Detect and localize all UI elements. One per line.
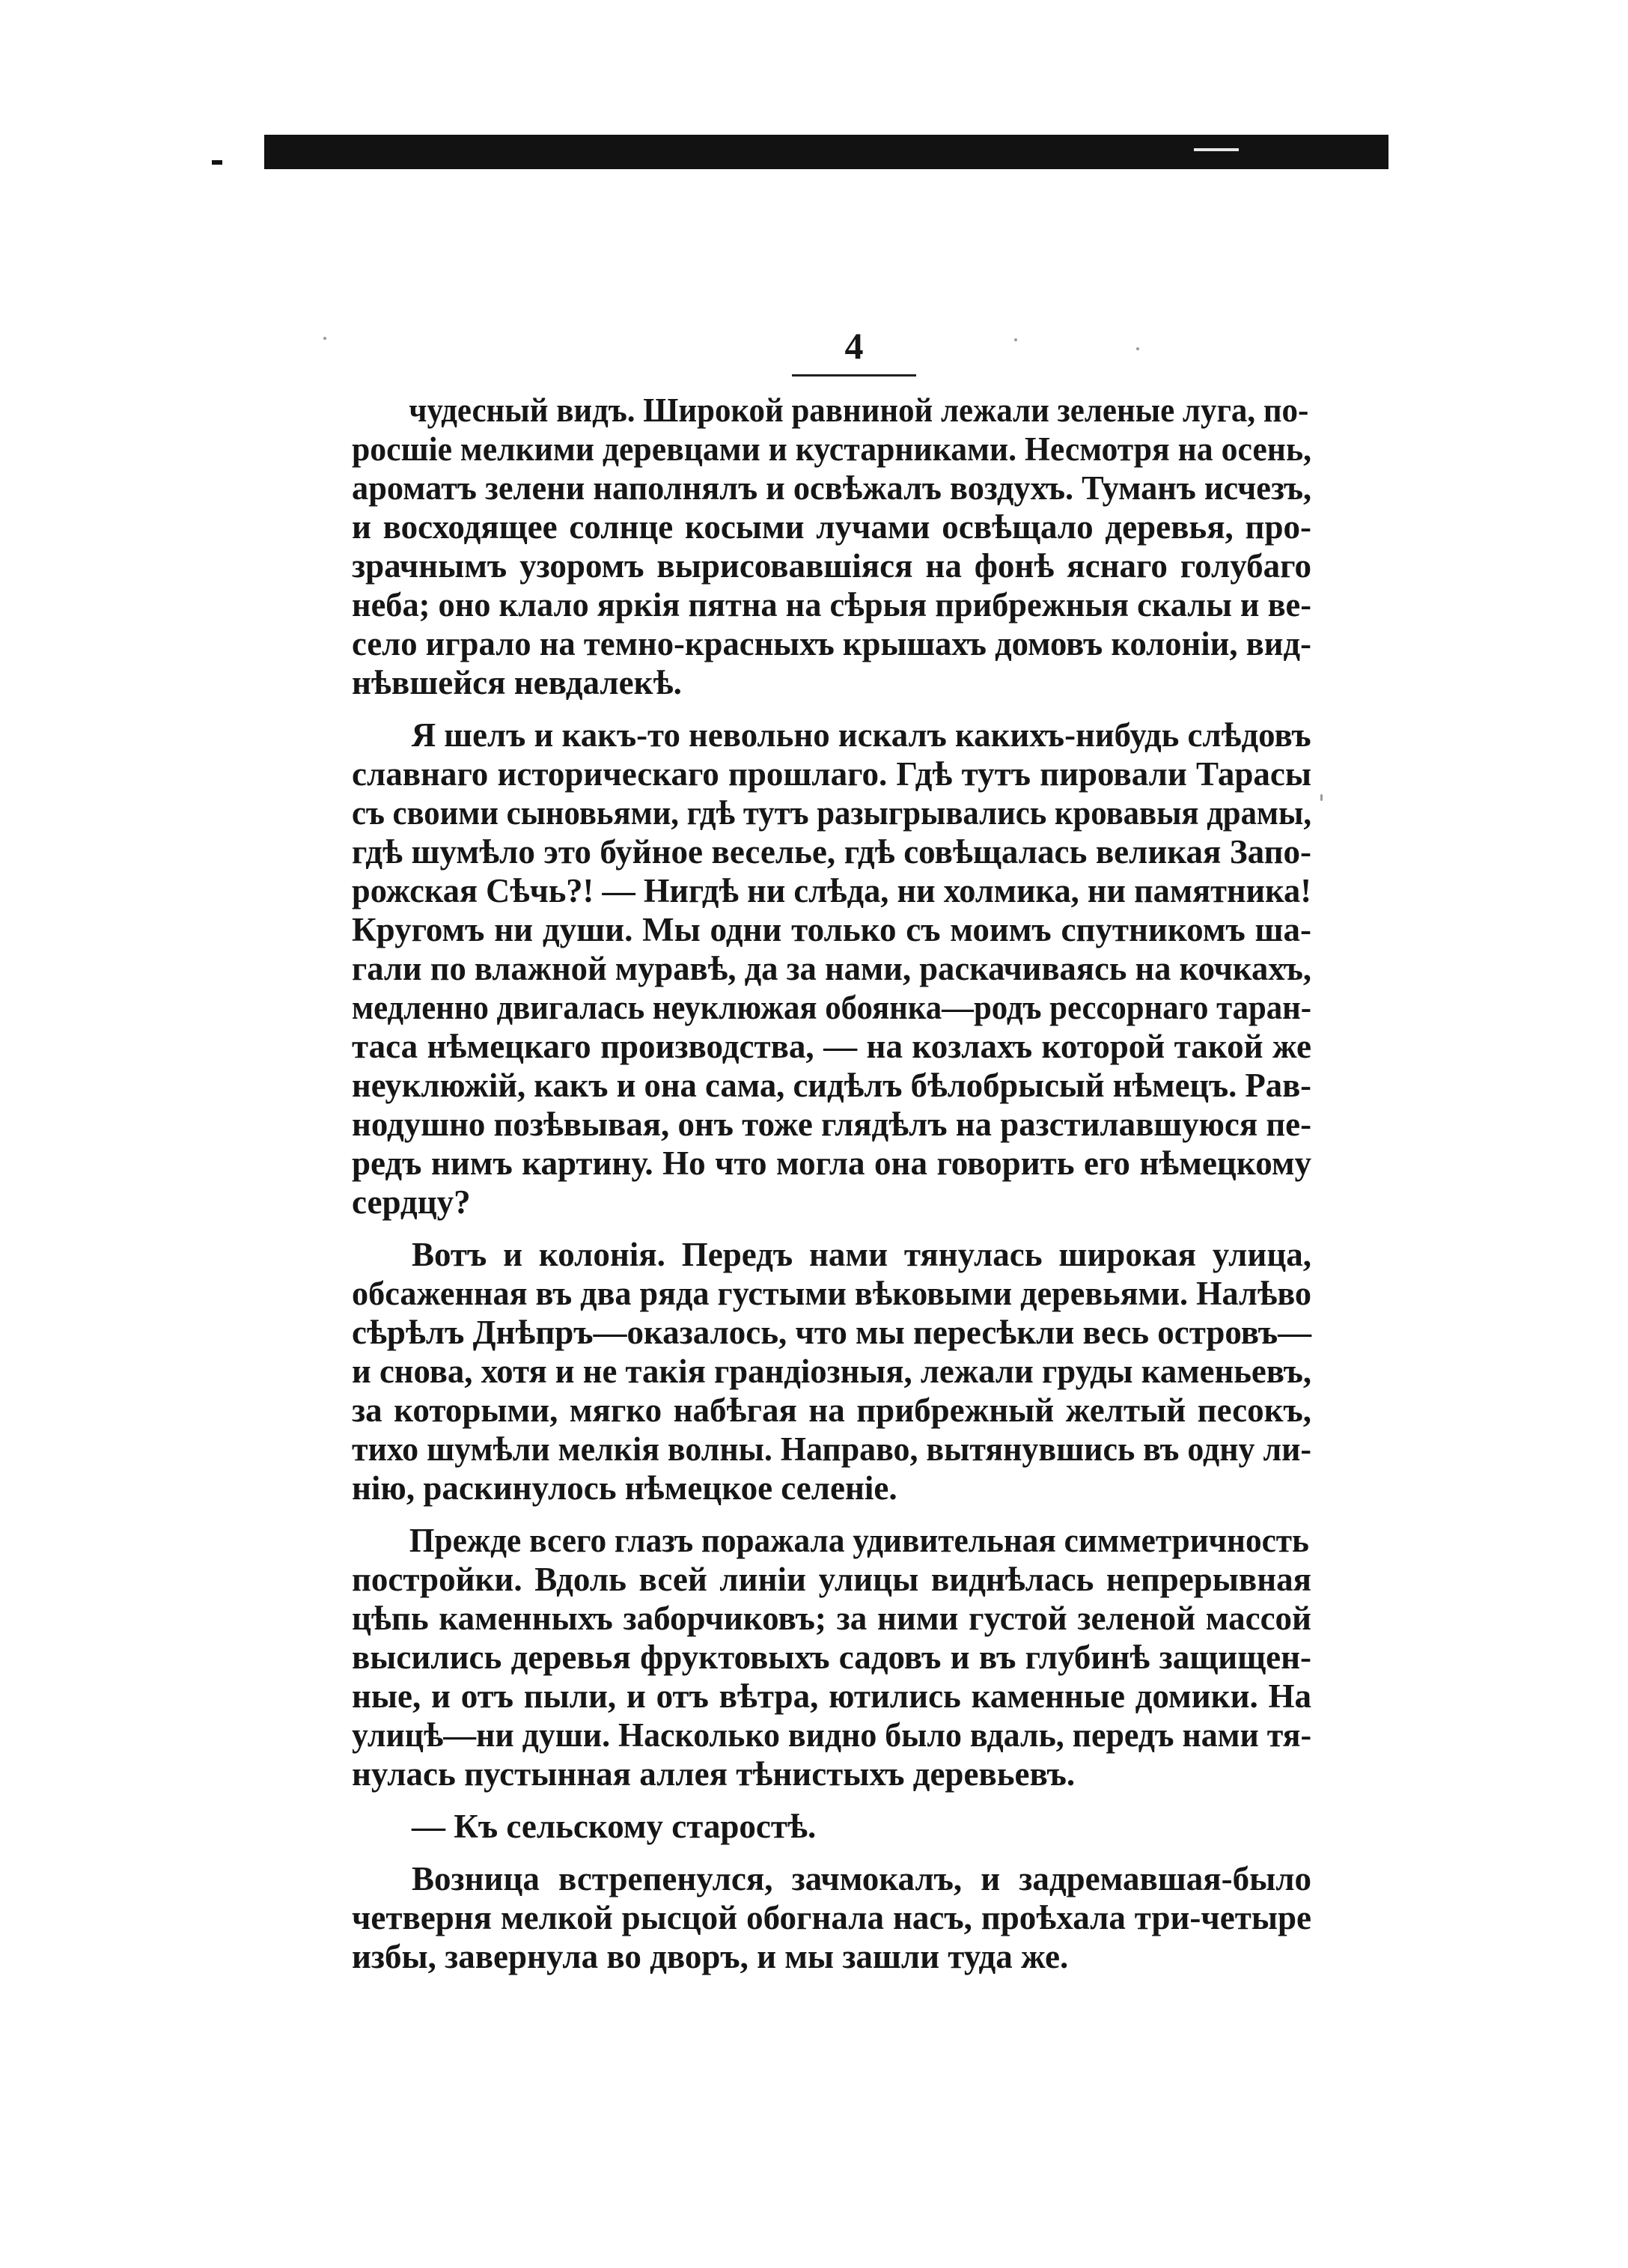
text-line: цѣпь каменныхъ заборчиковъ; за ними густой зеленой массой bbox=[352, 1600, 1311, 1637]
text-line: редъ нимъ картину. Но что могла она говорить его нѣмецкому bbox=[352, 1144, 1311, 1182]
scan-speck bbox=[1320, 794, 1323, 801]
text-line: Я шелъ и какъ-то невольно искалъ какихъ-нибудь слѣдовъ bbox=[411, 716, 1311, 754]
text-line: гали по влажной муравѣ, да за нами, раскачиваясь на кочкахъ, bbox=[352, 950, 1311, 987]
paragraph-gap bbox=[352, 1222, 1311, 1235]
text-line: неуклюжій, какъ и она сама, сидѣлъ бѣлобрысый нѣмецъ. Рав- bbox=[352, 1067, 1312, 1104]
text-line: сѣрѣлъ Днѣпръ—оказалось, что мы пересѣкли весь островъ— bbox=[352, 1314, 1312, 1351]
scan-speck bbox=[323, 337, 326, 340]
text-line: таса нѣмецкаго производства, — на козлахъ которой такой же bbox=[352, 1028, 1311, 1065]
text-line: нію, раскинулось нѣмецкое селеніе. bbox=[352, 1469, 897, 1507]
text-line: улицѣ—ни души. Насколько видно было вдаль, передъ нами тя- bbox=[352, 1716, 1312, 1754]
text-line: славнаго историческаго прошлаго. Гдѣ тутъ пировали Тарасы bbox=[352, 755, 1311, 793]
paragraph bbox=[352, 1521, 1311, 1793]
text-line: нѣвшейся невдалекѣ. bbox=[352, 664, 682, 701]
text-line: Вотъ и колонія. Передъ нами тянулась широкая улица, bbox=[412, 1236, 1311, 1273]
text-line: за которыми, мягко набѣгая на прибрежный желтый песокъ, bbox=[352, 1391, 1311, 1429]
text-line: съ своими сыновьями, гдѣ тутъ разыгрывались кровавыя драмы, bbox=[352, 794, 1312, 832]
page-number-rule bbox=[792, 374, 916, 377]
text-line: четверня мелкой рысцой обогнала насъ, проѣхала три-четыре bbox=[352, 1899, 1311, 1936]
page-text bbox=[352, 391, 1311, 1976]
text-line: постройки. Вдоль всей линіи улицы виднѣлась непрерывная bbox=[352, 1561, 1311, 1598]
text-line: ные, и отъ пыли, и отъ вѣтра, ютились каменные домики. На bbox=[352, 1677, 1311, 1715]
text-line: росшіе мелкими деревцами и кустарниками. Несмотря на осень, bbox=[352, 430, 1312, 468]
text-line: нулась пустынная аллея тѣнистыхъ деревьевъ. bbox=[352, 1755, 1076, 1793]
text-line: зрачнымъ узоромъ вырисовавшіяся на фонѣ яснаго голубаго bbox=[352, 547, 1311, 585]
text-line: и восходящее солнце косыми лучами освѣщало деревья, про- bbox=[352, 508, 1311, 546]
scan-speck bbox=[1136, 347, 1139, 350]
text-line: рожская Сѣчь?! — Нигдѣ ни слѣда, ни холмика, ни памятника! bbox=[352, 872, 1311, 909]
text-line: — Къ сельскому старостѣ. bbox=[412, 1808, 817, 1845]
text-line: чудесный видъ. Широкой равниной лежали зеленые луга, по- bbox=[409, 391, 1309, 429]
paragraph bbox=[352, 1235, 1311, 1508]
text-line: нодушно позѣвывая, онъ тоже глядѣлъ на разстилавшуюся пе- bbox=[352, 1106, 1312, 1143]
text-line: Возница встрепенулся, зачмокалъ, и задремавшая-было bbox=[412, 1860, 1311, 1897]
text-line: гдѣ шумѣло это буйное веселье, гдѣ совѣщалась великая Запо- bbox=[352, 833, 1311, 871]
paragraph-gap bbox=[352, 1508, 1311, 1521]
paragraph bbox=[352, 1807, 1311, 1846]
paragraph-gap bbox=[352, 1793, 1311, 1807]
text-line: медленно двигалась неуклюжая обоянка—родъ рессорнаго таран- bbox=[352, 989, 1312, 1026]
paragraph bbox=[352, 716, 1311, 1222]
text-line: Прежде всего глазъ поражала удивительная симметричность bbox=[409, 1522, 1309, 1559]
scan-speck bbox=[1014, 338, 1017, 341]
text-line: сердцу? bbox=[352, 1183, 471, 1221]
paragraph-gap bbox=[352, 1846, 1311, 1859]
scan-margin-mark bbox=[212, 160, 222, 165]
text-line: село играло на темно-красныхъ крышахъ домовъ колоніи, вид- bbox=[352, 625, 1311, 662]
text-line: высились деревья фруктовыхъ садовъ и въ глубинѣ защищен- bbox=[352, 1638, 1311, 1676]
text-line: и снова, хотя и не такія грандіозныя, лежали груды каменьевъ, bbox=[352, 1353, 1312, 1390]
paragraph bbox=[352, 391, 1311, 702]
paragraph-gap bbox=[352, 702, 1311, 716]
text-line: обсаженная въ два ряда густыми вѣковыми деревьями. Налѣво bbox=[352, 1275, 1312, 1312]
scan-top-black-bar bbox=[264, 135, 1388, 169]
text-line: Кругомъ ни души. Мы одни только съ моимъ спутникомъ ша- bbox=[352, 911, 1311, 948]
text-line: тихо шумѣли мелкія волны. Направо, вытянувшись въ одну ли- bbox=[352, 1430, 1312, 1468]
page-number: 4 bbox=[844, 325, 864, 367]
scan-bar-nick bbox=[1194, 148, 1239, 151]
text-line: ароматъ зелени наполнялъ и освѣжалъ воздухъ. Туманъ исчезъ, bbox=[352, 469, 1312, 507]
paragraph bbox=[352, 1859, 1311, 1976]
text-line: неба; оно клало яркія пятна на сѣрыя прибрежныя скалы и ве- bbox=[352, 586, 1312, 624]
text-line: избы, завернула во дворъ, и мы зашли туда же. bbox=[352, 1938, 1069, 1975]
